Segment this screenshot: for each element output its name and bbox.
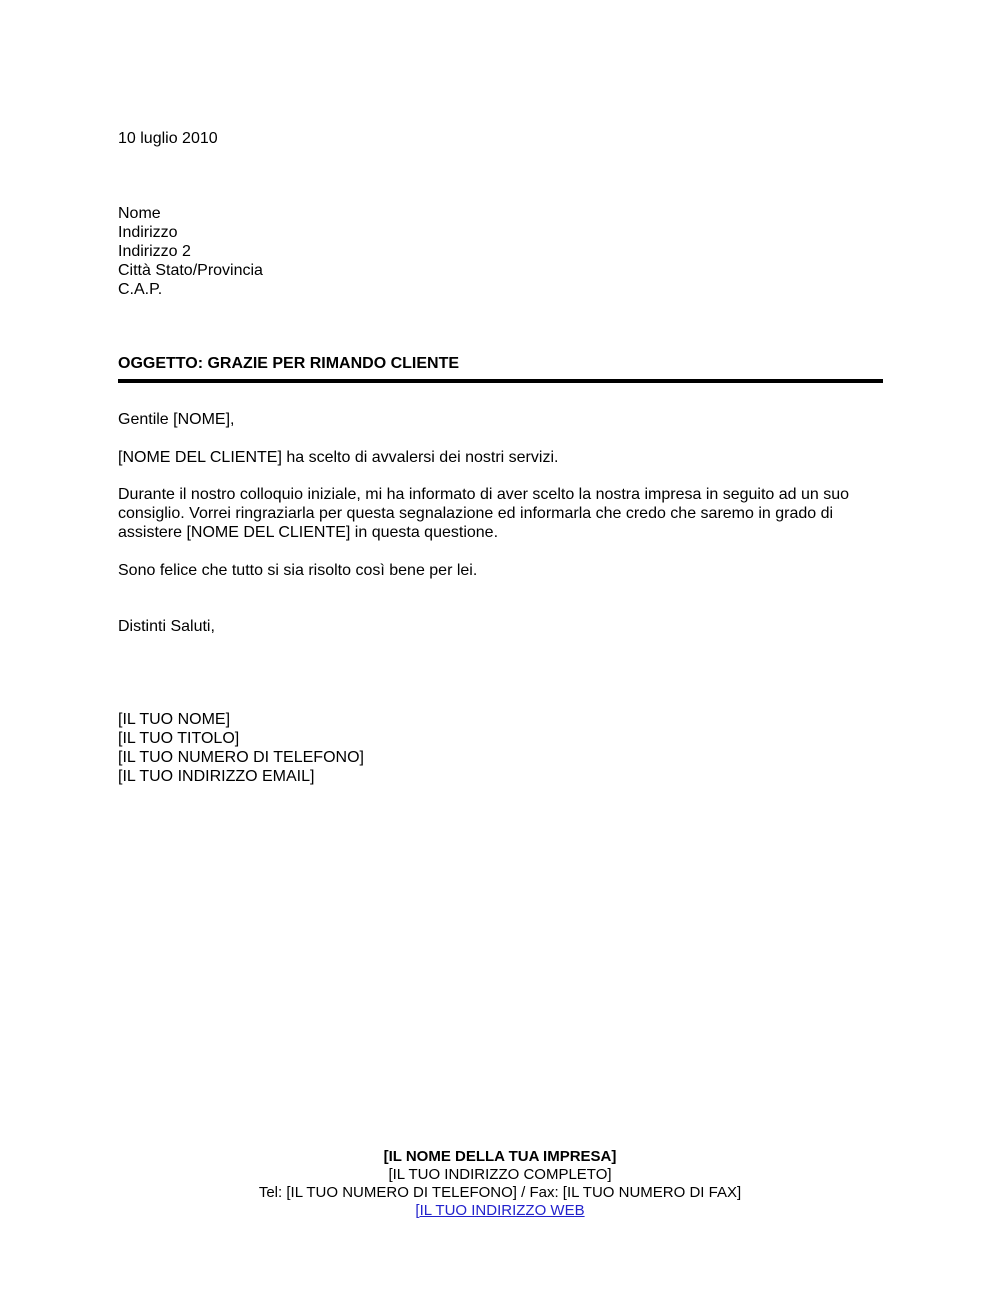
letter-date xyxy=(118,129,884,148)
recipient-address-line-2: Indirizzo 2 xyxy=(118,243,191,260)
salutation-text: Gentile [NOME], xyxy=(118,411,235,428)
company-footer xyxy=(0,1148,1000,1220)
subject-heading xyxy=(118,354,884,373)
footer-company-name: [IL NOME DELLA TUA IMPRESA] xyxy=(383,1148,617,1165)
signature-title: [IL TUO TITOLO] xyxy=(118,730,240,747)
footer-contact: Tel: [IL TUO NUMERO DI TELEFONO] / Fax: [IL TUO NUMERO DI FAX] xyxy=(258,1184,742,1201)
body-paragraph-3 xyxy=(118,561,884,580)
date-text: 10 luglio 2010 xyxy=(118,130,218,147)
body-paragraph-2 xyxy=(118,485,884,542)
paragraph-2-line-1: Durante il nostro colloquio iniziale, mi ha informato di aver scelto la nostra impresa in seguito ad un suo xyxy=(118,486,850,503)
paragraph-2-line-3: assistere [NOME DEL CLIENTE] in questa questione. xyxy=(118,524,499,541)
paragraph-1-text: [NOME DEL CLIENTE] ha scelto di avvalersi dei nostri servizi. xyxy=(118,449,559,466)
closing xyxy=(118,617,884,636)
closing-text: Distinti Saluti, xyxy=(118,618,215,635)
body-paragraph-1 xyxy=(118,448,884,467)
subject-divider xyxy=(118,379,883,383)
signature-name: [IL TUO NOME] xyxy=(118,711,231,728)
signature-phone: [IL TUO NUMERO DI TELEFONO] xyxy=(118,749,364,766)
recipient-name: Nome xyxy=(118,205,161,222)
paragraph-3-text: Sono felice che tutto si sia risolto così bene per lei. xyxy=(118,562,478,579)
signature-block xyxy=(118,710,884,786)
recipient-address-line-1: Indirizzo xyxy=(118,224,178,241)
recipient-address xyxy=(118,204,884,299)
salutation xyxy=(118,410,884,429)
footer-website-link[interactable]: [IL TUO INDIRIZZO WEB xyxy=(415,1202,585,1219)
recipient-postal-code: C.A.P. xyxy=(118,281,163,298)
paragraph-2-line-2: consiglio. Vorrei ringraziarla per questa segnalazione ed informarla che credo che saremo in grado di xyxy=(118,505,834,522)
footer-address: [IL TUO INDIRIZZO COMPLETO] xyxy=(388,1166,612,1183)
signature-email: [IL TUO INDIRIZZO EMAIL] xyxy=(118,768,315,785)
recipient-city-state: Città Stato/Provincia xyxy=(118,262,263,279)
subject-text: OGGETTO: GRAZIE PER RIMANDO CLIENTE xyxy=(118,355,460,372)
